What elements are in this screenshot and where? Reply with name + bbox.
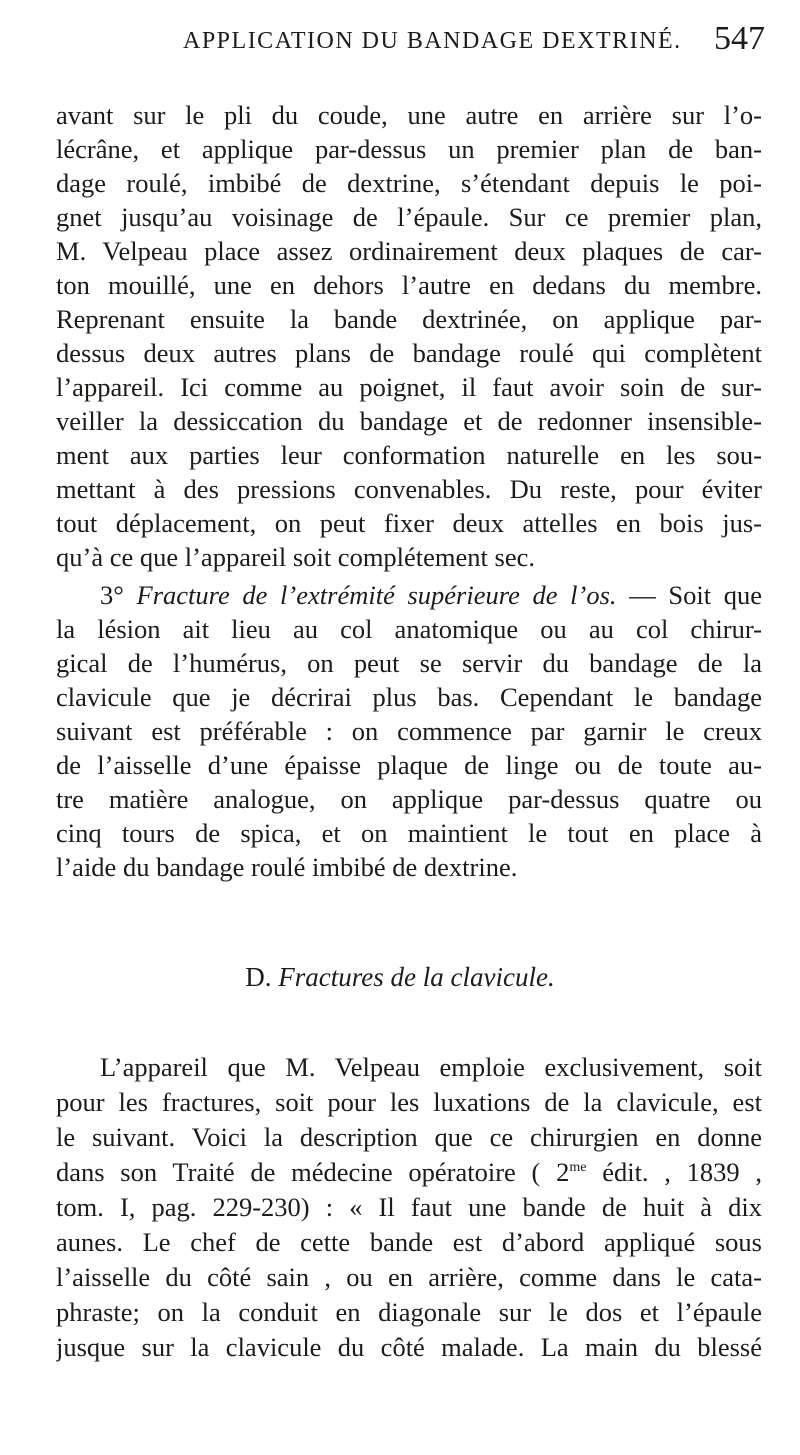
text-line: ton mouillé, une en dehors l’autre en dedans du membre. xyxy=(56,270,762,300)
page-number: 547 xyxy=(714,20,765,57)
text-line: le suivant. Voici la description que ce chirurgien en donne xyxy=(56,1122,762,1152)
text-line: pour les fractures, soit pour les luxations de la clavicule, est xyxy=(56,1087,762,1117)
text-line: gical de l’humérus, on peut se servir du bandage de la xyxy=(56,648,762,678)
text-line: veiller la dessiccation du bandage et de redonner insensible- xyxy=(56,406,762,436)
text-fragment: dans son Traité de médecine opératoire ( 2 xyxy=(56,1157,570,1187)
text-fragment: édit. , 1839 , xyxy=(586,1157,762,1187)
section-title: Fractures de la clavicule. xyxy=(278,962,555,992)
text-line: avant sur le pli du coude, une autre en arrière sur l’o- xyxy=(56,100,762,130)
text-line: dage roulé, imbibé de dextrine, s’étendant depuis le poi- xyxy=(56,168,762,198)
superscript: me xyxy=(569,1160,587,1176)
text-line: tout déplacement, on peut fixer deux attelles en bois jus- xyxy=(56,508,762,538)
running-title: APPLICATION DU BANDAGE DEXTRINÉ. xyxy=(183,28,682,54)
text-line: M. Velpeau place assez ordinairement deux plaques de car- xyxy=(56,236,762,266)
text-line: jusque sur la clavicule du côté malade. La main du blessé xyxy=(56,1332,762,1362)
text-line: de l’aisselle d’une épaisse plaque de linge ou de toute au- xyxy=(56,750,762,780)
text-line: qu’à ce que l’appareil soit complétement sec. xyxy=(56,542,536,572)
text-line xyxy=(100,578,762,612)
running-head xyxy=(40,20,765,90)
text-line: l’aide du bandage roulé imbibé de dextrine. xyxy=(56,852,518,882)
text-line xyxy=(56,1155,762,1189)
section-letter: D. xyxy=(245,962,272,992)
text-line: mettant à des pressions convenables. Du reste, pour éviter xyxy=(56,474,762,504)
text-line: gnet jusqu’au voisinage de l’épaule. Sur ce premier plan, xyxy=(56,202,762,232)
section-heading xyxy=(0,960,800,994)
text-line: Reprenant ensuite la bande dextrinée, on applique par- xyxy=(56,304,762,334)
text-line: la lésion ait lieu au col anatomique ou au col chirur- xyxy=(56,614,762,644)
text-fragment: — Soit que xyxy=(629,580,762,610)
text-line: suivant est préférable : on commence par garnir le creux xyxy=(56,716,762,746)
text-line: clavicule que je décrirai plus bas. Cependant le bandage xyxy=(56,682,762,712)
text-line: cinq tours de spica, et on maintient le tout en place à xyxy=(56,818,762,848)
text-line: tom. I, pag. 229-230) : « Il faut une bande de huit à dix xyxy=(56,1192,762,1222)
item-number: 3° xyxy=(100,580,124,610)
text-line: aunes. Le chef de cette bande est d’abord appliqué sous xyxy=(56,1227,762,1257)
subsection-title: Fracture de l’extrémité supérieure de l’os. xyxy=(136,580,617,610)
text-line: lécrâne, et applique par-dessus un premier plan de ban- xyxy=(56,134,762,164)
text-line: dessus deux autres plans de bandage roulé qui complètent xyxy=(56,338,762,368)
text-line: L’appareil que M. Velpeau emploie exclusivement, soit xyxy=(100,1052,762,1082)
text-line: ment aux parties leur conformation naturelle en les sou- xyxy=(56,440,762,470)
text-line: l’aisselle du côté sain , ou en arrière, comme dans le cata- xyxy=(56,1262,762,1292)
text-line: phraste; on la conduit en diagonale sur le dos et l’épaule xyxy=(56,1297,762,1327)
text-line: l’appareil. Ici comme au poignet, il faut avoir soin de sur- xyxy=(56,372,762,402)
text-line: tre matière analogue, on applique par-dessus quatre ou xyxy=(56,784,762,814)
